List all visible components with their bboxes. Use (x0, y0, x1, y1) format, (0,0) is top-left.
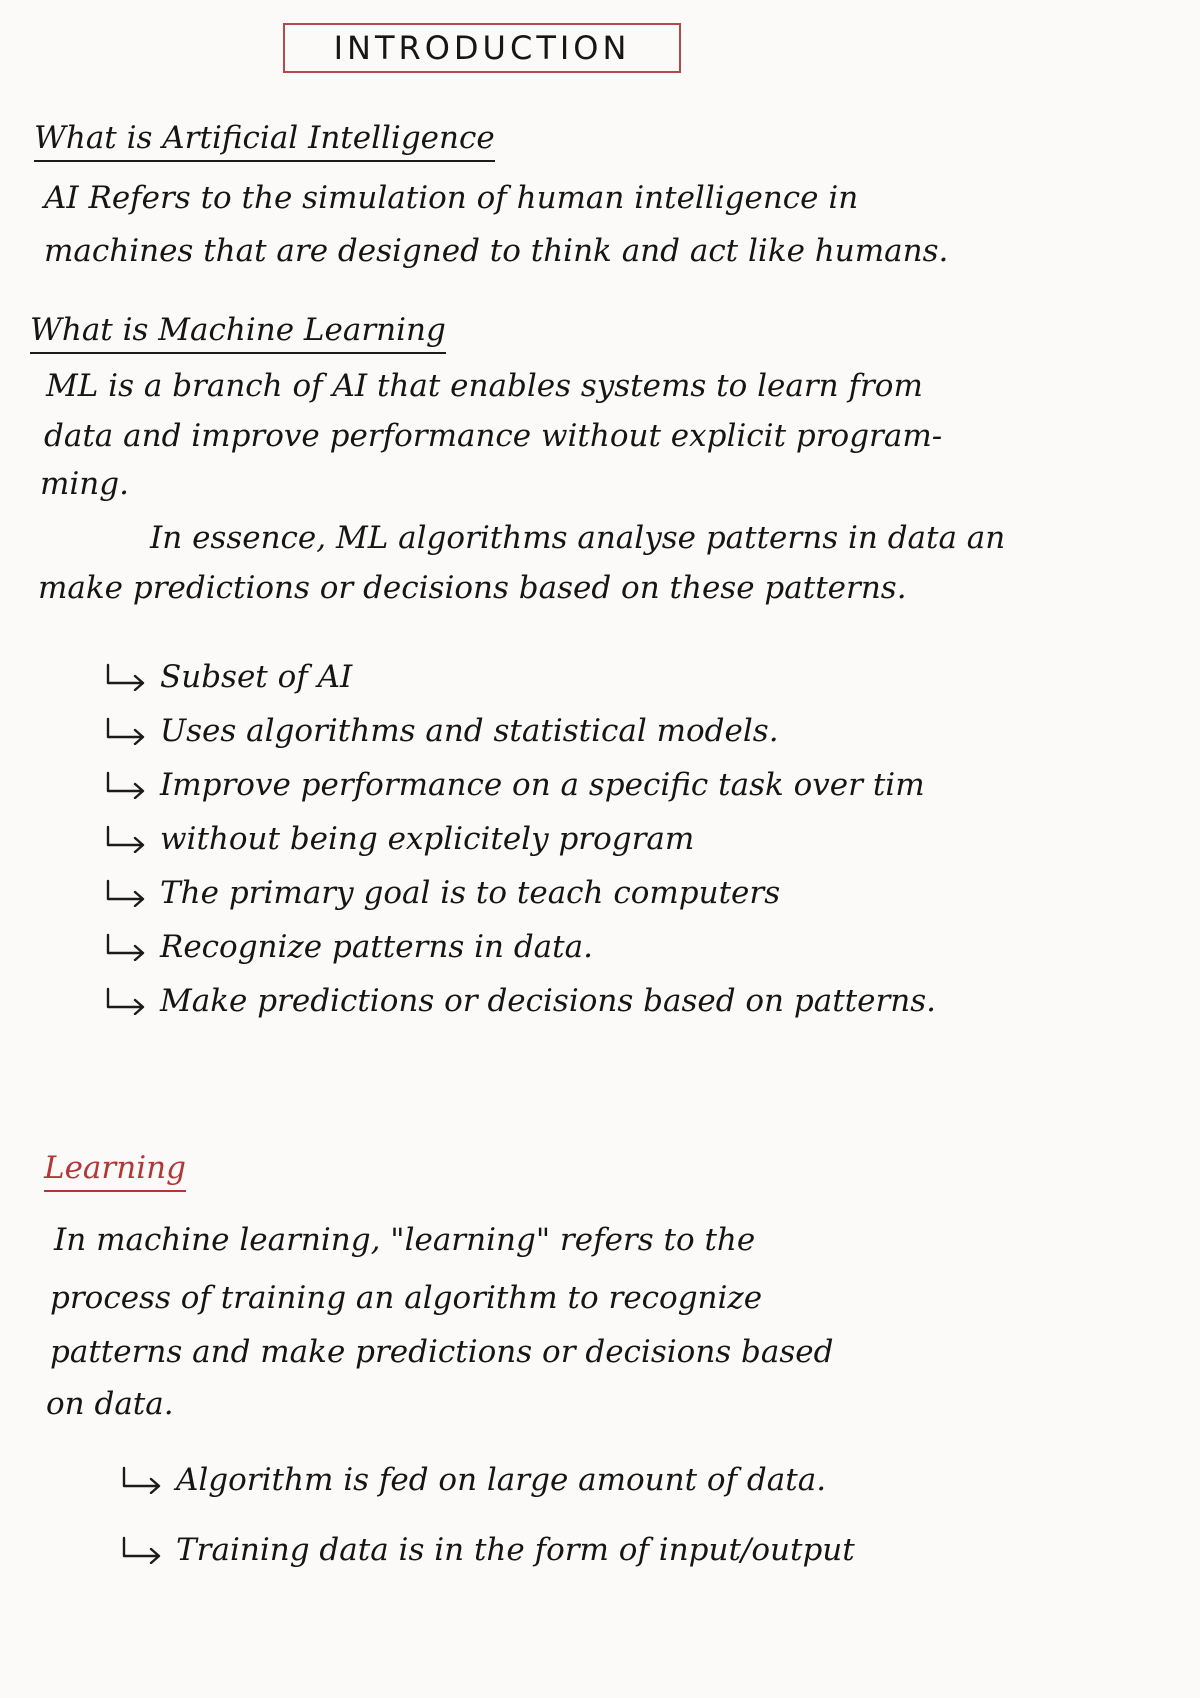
list-item (120, 1515, 855, 1585)
learning-bullet-text: Algorithm is fed on large amount of data. (176, 1462, 827, 1498)
learning-heading: Learning (44, 1150, 186, 1192)
list-item (104, 704, 936, 758)
ml-definition-line-3: ming. (40, 466, 129, 502)
learning-line-4: on data. (46, 1386, 174, 1422)
list-item (120, 1445, 855, 1515)
ml-definition-line-2: data and improve performance without explicit program- (44, 418, 943, 454)
ai-heading: What is Artificial Intelligence (34, 120, 495, 162)
ml-bullet-text: Uses algorithms and statistical models. (160, 713, 779, 749)
arrow-right-icon (104, 933, 150, 961)
learning-line-2: process of training an algorithm to recognize (50, 1280, 763, 1316)
ai-definition-line-2: machines that are designed to think and act like humans. (44, 233, 949, 269)
list-item (104, 650, 936, 704)
arrow-right-icon (104, 717, 150, 745)
ml-heading: What is Machine Learning (30, 312, 446, 354)
page-title: INTRODUCTION (283, 23, 681, 73)
learning-line-1: In machine learning, "learning" refers to the (54, 1222, 756, 1258)
list-item (104, 812, 936, 866)
ml-bullet-text: without being explicitely program (160, 821, 695, 857)
list-item (104, 920, 936, 974)
ml-bullet-list (104, 650, 936, 1028)
ml-bullet-text: Make predictions or decisions based on patterns. (160, 983, 937, 1019)
arrow-right-icon (104, 987, 150, 1015)
arrow-right-icon (104, 825, 150, 853)
ml-definition-line-1: ML is a branch of AI that enables systems to learn from (46, 368, 923, 404)
ml-essence-line-1: In essence, ML algorithms analyse patterns in data an (150, 520, 1006, 556)
learning-line-3: patterns and make predictions or decisions based (50, 1334, 834, 1370)
learning-bullet-list (120, 1445, 855, 1585)
ml-bullet-text: Recognize patterns in data. (160, 929, 593, 965)
ai-definition-line-1: AI Refers to the simulation of human intelligence in (44, 180, 859, 216)
arrow-right-icon (104, 879, 150, 907)
list-item (104, 758, 936, 812)
learning-bullet-text: Training data is in the form of input/output (176, 1532, 855, 1568)
arrow-right-icon (104, 771, 150, 799)
ml-bullet-text: Improve performance on a specific task over tim (160, 767, 925, 803)
arrow-right-icon (120, 1466, 166, 1494)
list-item (104, 974, 936, 1028)
ml-essence-line-2: make predictions or decisions based on these patterns. (38, 570, 907, 606)
arrow-right-icon (120, 1536, 166, 1564)
ml-bullet-text: The primary goal is to teach computers (160, 875, 781, 911)
list-item (104, 866, 936, 920)
ml-bullet-text: Subset of AI (160, 659, 353, 695)
arrow-right-icon (104, 663, 150, 691)
